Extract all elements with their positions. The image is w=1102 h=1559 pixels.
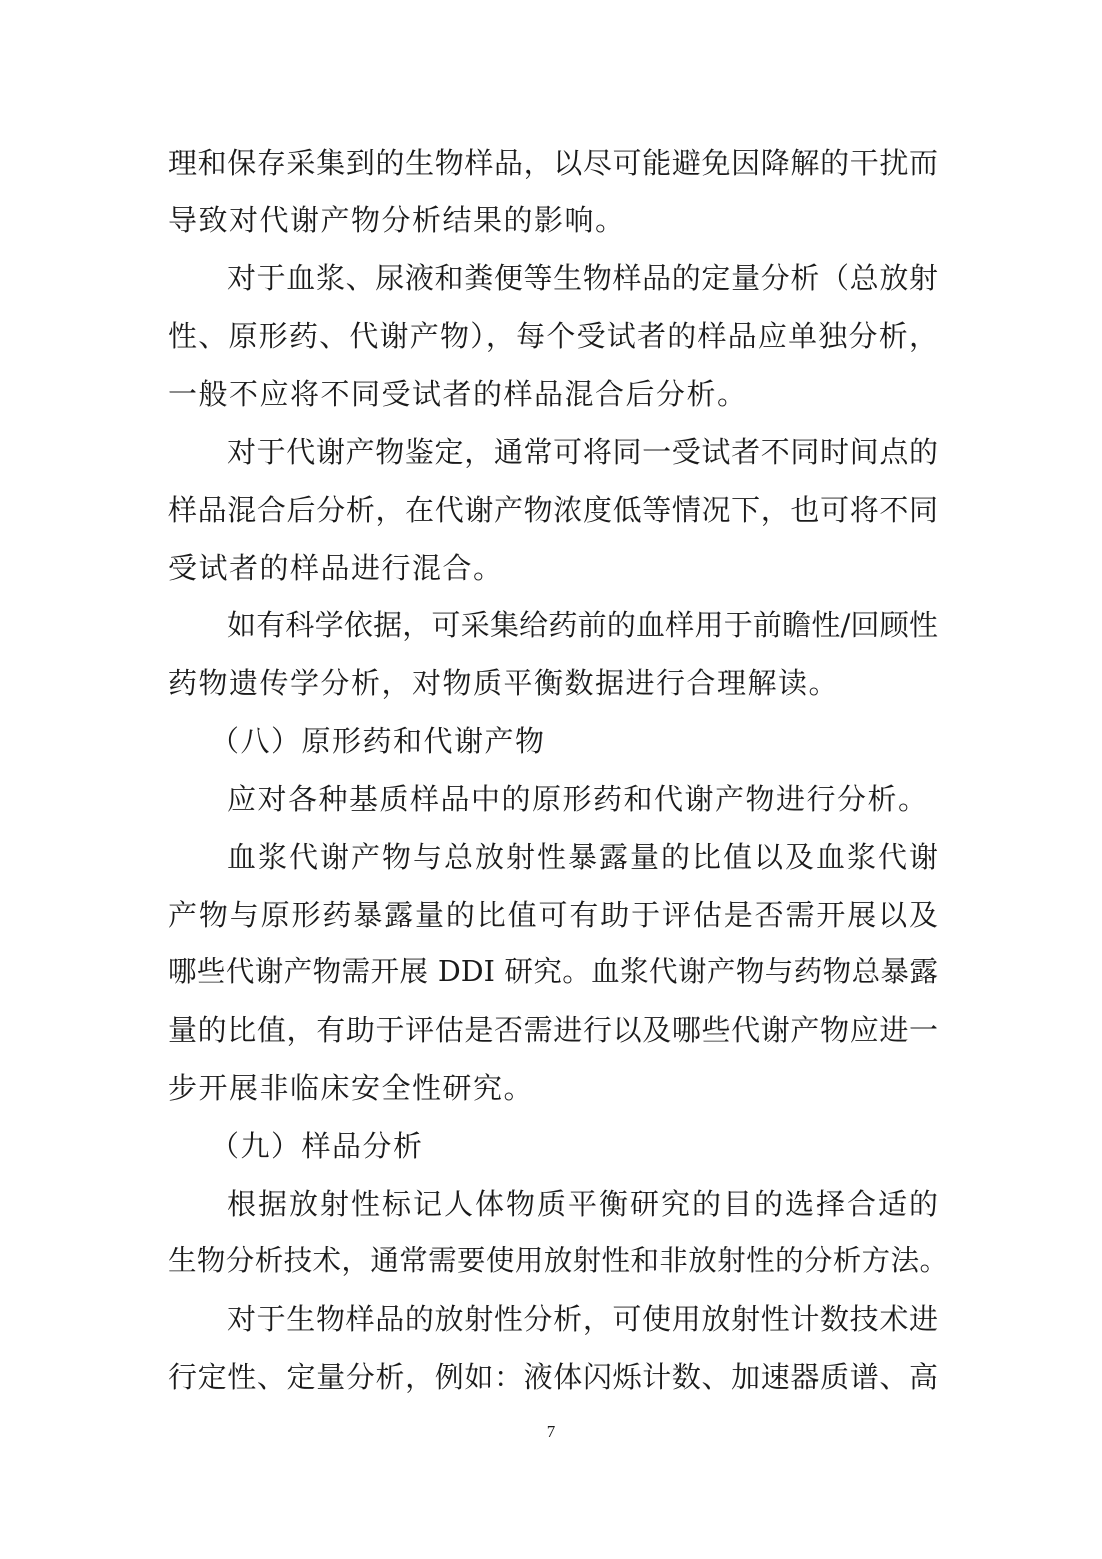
- text-line: 性、原形药、代谢产物），每个受试者的样品应单独分析，: [168, 319, 938, 353]
- paragraph-first-line: 对于代谢产物鉴定，通常可将同一受试者不同时间点的: [227, 435, 938, 469]
- text-line: 生物分析技术，通常需要使用放射性和非放射性的分析方法。: [168, 1244, 948, 1277]
- text-line: 药物遗传学分析，对物质平衡数据进行合理解读。: [168, 666, 840, 700]
- paragraph-first-line: 如有科学依据，可采集给药前的血样用于前瞻性/回顾性: [227, 608, 938, 642]
- paragraph-first-line: 对于血浆、尿液和粪便等生物样品的定量分析（总放射: [227, 261, 938, 295]
- text-line: 导致对代谢产物分析结果的影响。: [168, 203, 626, 237]
- paragraph-first-line: 对于生物样品的放射性分析，可使用放射性计数技术进: [227, 1302, 938, 1336]
- page-number: 7: [546, 1422, 556, 1441]
- text-line: 量的比值，有助于评估是否需进行以及哪些代谢产物应进一: [168, 1013, 938, 1047]
- section-heading: （八）原形药和代谢产物: [210, 724, 546, 758]
- text-line: 产物与原形药暴露量的比值可有助于评估是否需开展以及: [168, 898, 938, 932]
- paragraph-first-line: 血浆代谢产物与总放射性暴露量的比值以及血浆代谢: [227, 840, 938, 874]
- text-line: 受试者的样品进行混合。: [168, 551, 504, 585]
- text-line: 理和保存采集到的生物样品，以尽可能避免因降解的干扰而: [168, 146, 938, 180]
- text-line: 样品混合后分析，在代谢产物浓度低等情况下，也可将不同: [168, 493, 938, 527]
- paragraph-first-line: 应对各种基质样品中的原形药和代谢产物进行分析。: [227, 782, 929, 816]
- text-line: 一般不应将不同受试者的样品混合后分析。: [168, 377, 748, 411]
- section-heading: （九）样品分析: [210, 1129, 424, 1163]
- text-line: 行定性、定量分析，例如：液体闪烁计数、加速器质谱、高: [168, 1360, 938, 1394]
- paragraph-first-line: 根据放射性标记人体物质平衡研究的目的选择合适的: [227, 1187, 938, 1221]
- text-line: 哪些代谢产物需开展 DDI 研究。血浆代谢产物与药物总暴露: [168, 955, 938, 988]
- text-line: 步开展非临床安全性研究。: [168, 1071, 535, 1105]
